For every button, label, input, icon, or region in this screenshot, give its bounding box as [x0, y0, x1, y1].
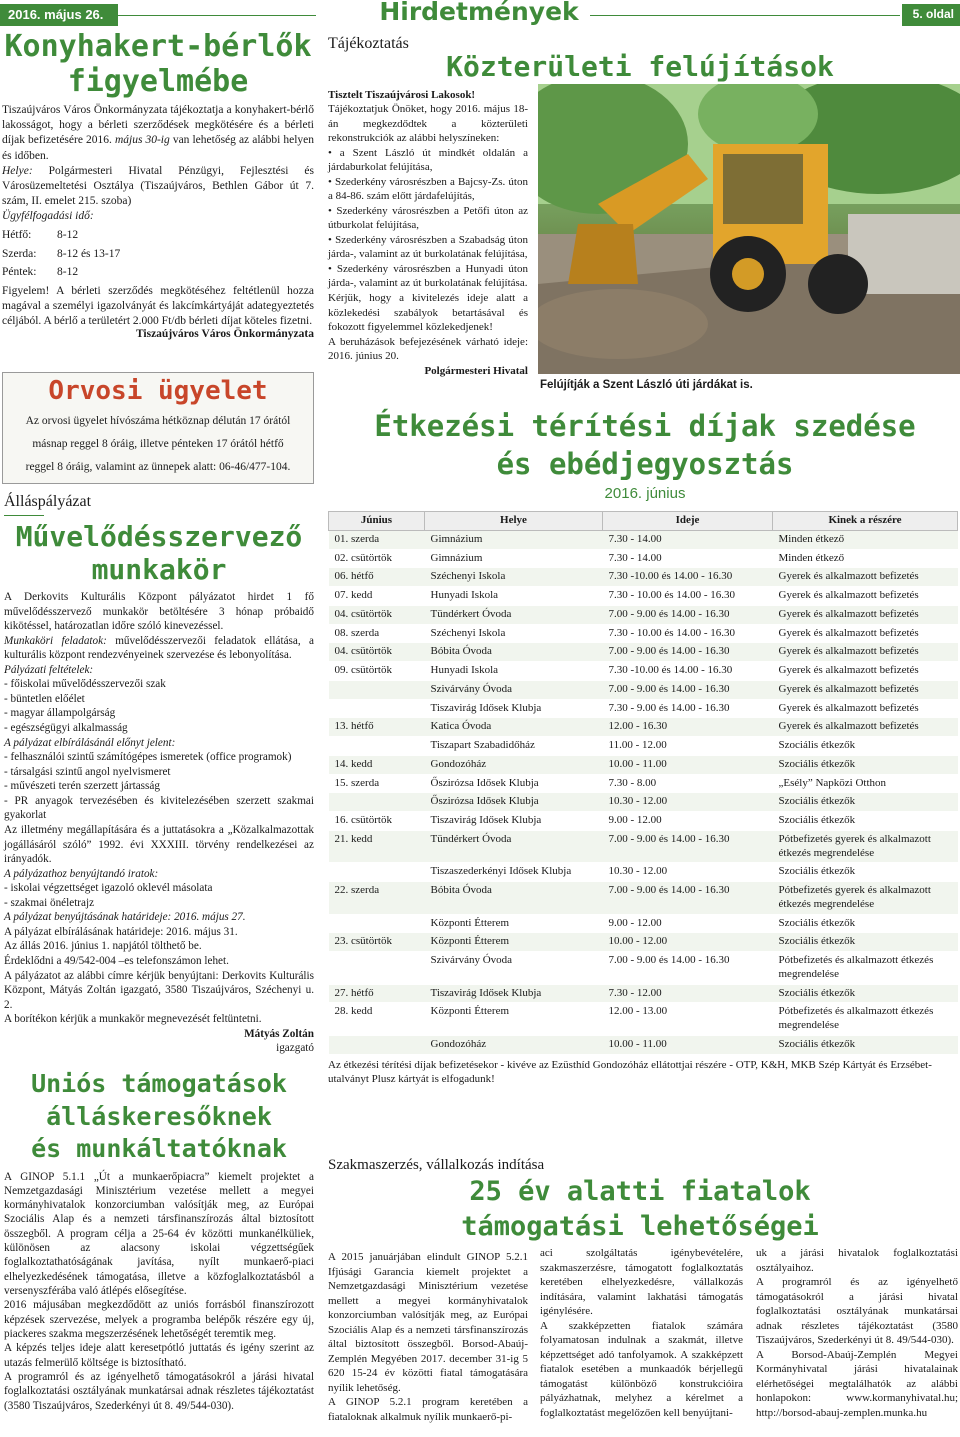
cell-place: Hunyadi Iskola [425, 662, 603, 681]
table-row [329, 812, 958, 831]
orvosi-box [2, 372, 314, 484]
fiatalok-kicker: Szakmaszerzés, vállalkozás indítása [328, 1157, 545, 1173]
cell-target: Szociális étkezők [773, 984, 958, 1003]
date-badge: 2016. május 26. [0, 4, 118, 26]
unios-article [4, 1068, 314, 1413]
konyhakert-body: Tiszaújváros Város Önkormányzata tájékoztatja a konyhakert-bérlő lakosságot, hogy a bérleti szerződések megkötésére és a bérleti díjak befizetésére 2016. május 30-ig van lehetőség az alábbi helyen és időben. Helye: Polgármesteri Hivatal Pénzügyi, Fejlesztési és Városüzemeltetési Osztálya (Tiszaújváros, Bethlen Gábor út 7. szám, II. emelet 215. szoba) Ügyfélfogadási idő: Hétfő: 8-12 Szerda: 8-12 és 13-17 Péntek: 8-12 Figyelem! A bérleti szerződés megkötéséhez feltétlenül hozza magával a személyi igazolványát és lakcímkártyáját adategyeztetés céljából. A bérlő a területért 2.000 Ft/db bérleti díjat köteles fizetni. Tiszaújváros Város Önkormányzata [2, 103, 314, 342]
cell-target: Pótbefizetés és alkalmazott étkezés megrendelése [773, 1003, 958, 1036]
cell-time: 7.00 - 9.00 és 14.00 - 16.30 [603, 830, 773, 863]
table-row [329, 793, 958, 812]
etkezes-footnote: Az étkezési térítési díjak befizetésekor - kivéve az Ezüsthíd Gondozóház ellátottjai részére - OTP, K&H, MKB Szép Kártyát és Erzsébet-utalványt Plusz kártyát is elfogadunk! [328, 1058, 932, 1086]
kozterulet-kicker: Tájékoztatás [328, 35, 409, 52]
kozterulet-body: Tisztelt Tiszaújvárosi Lakosok! Tájékoztatjuk Önöket, hogy 2016. május 18-án megkezdődtek a közterületi rekonstrukciók az alábbi helyszíneken: • a Szent László út mindkét oldalán a járdaburkolat felújítása, • Szederkény városrészben a Bajcsy-Zs. úton a 84-86. szám előtt járdafelújítás, • Szederkény városrészben a Petőfi úton az útburkolat felújítása, • Szederkény városrészben a Szabadság úton járda-, valamint az út burkolatának felújítása, • Szederkény városrészben a Hunyadi úton járda-, valamint az út burkolatának felújítása. Kérjük, hogy a kivitelezés ideje alatt a közlekedési szabályok betartásával és fokozott figyelemmel közlekedjenek! A beruházások befejezésének várható ideje: 2016. június 20. Polgármesteri Hivatal [328, 89, 528, 377]
cell-time: 7.30 -10.00 és 14.00 - 16.30 [603, 662, 773, 681]
cell-date: 28. kedd [329, 1003, 425, 1036]
cell-date: 04. csütörtök [329, 605, 425, 624]
cell-time: 7.00 - 9.00 és 14.00 - 16.30 [603, 680, 773, 699]
cell-target: Szociális étkezők [773, 793, 958, 812]
col-header-kinek: Kinek a részére [773, 512, 958, 531]
cell-time: 12.00 - 16.30 [603, 718, 773, 737]
cell-place: Gimnázium [425, 549, 603, 568]
cell-date [329, 914, 425, 933]
cell-target: Szociális étkezők [773, 863, 958, 882]
table-row [329, 755, 958, 774]
orvosi-text: Az orvosi ügyelet hívószáma hétköznap délután 17 órától másnap reggel 8 óráig, illetve pénteken 17 órától hétfő reggel 8 óráig, valamint az ünnepek alatt: 06-46/477-104. [25, 414, 291, 473]
cell-target: Szociális étkezők [773, 1035, 958, 1054]
cell-date: 21. kedd [329, 830, 425, 863]
cell-time: 12.00 - 13.00 [603, 1003, 773, 1036]
fiatalok-col-1: A 2015 januárjában elindult GINOP 5.2.1 Ifjúsági Garancia kiemelt projektet a Nemzetgazdasági Minisztérium vezetése mellett a megyei kormányhivatalok konzorciumban valósítják meg, az Európai Szociális Alap és a nemzeti társfinanszírozás által biztosított összegből. Borsod-Abaúj-Zemplén Megyében 2017. december 31-ig 5 620 15-24 év közötti fiatal támogatására nyílik lehetőség. A GINOP 5.2.1 program keretében a fiataloknak alkalmuk nyílik munkaerő-pi- [328, 1251, 528, 1423]
table-row [329, 718, 958, 737]
allas-title: Művelődésszervező munkakör [15, 519, 303, 587]
table-row [329, 662, 958, 681]
cell-place: Őszirózsa Idősek Klubja [425, 793, 603, 812]
cell-time: 9.00 - 12.00 [603, 914, 773, 933]
cell-target: Pótbefizetés gyerek és alkalmazott étkezés megrendelése [773, 830, 958, 863]
cell-target: Gyerek és alkalmazott befizetés [773, 587, 958, 606]
cell-place: Szivárvány Óvoda [425, 952, 603, 985]
cell-place: Széchenyi Iskola [425, 568, 603, 587]
cell-place: Széchenyi Iskola [425, 624, 603, 643]
orvosi-title: Orvosi ügyelet [48, 376, 268, 406]
cell-place: Központi Étterem [425, 1003, 603, 1036]
page-number-badge: 5. oldal [902, 4, 960, 26]
cell-time: 9.00 - 12.00 [603, 812, 773, 831]
col-header-junius: Június [329, 512, 425, 531]
cell-date: 09. csütörtök [329, 662, 425, 681]
cell-date [329, 1035, 425, 1054]
etkezes-subtitle: 2016. június [604, 485, 686, 502]
allas-body: A Derkovits Kulturális Központ pályázatot hirdet 1 fő művelődésszervező munkakör betöltésére 3 hónap próbaidő kikötéssel, határozatlan időre szóló kinevezéssel. Munkaköri feladatok: művelődésszervezői feladatok ellátása, a kulturális központ rendezvényeinek szervezése és lebonyolítása. Pályázati feltételek: - főiskolai művelődésszervezői szak - büntetlen előélet - magyar állampolgárság - egészségügyi alkalmasság A pályázat elbírálásánál előnyt jelent: - felhasználói szintű számítógépes ismeretek (office programok) - társalgási szintű angol nyelvismeret - művészeti terén szerzett jártasság - PR anyagok tervezésében és kivitelezésében szerzett szakmai gyakorlat Az illetmény megállapítására és a juttatásokra a „Közalkalmazottak jogállásáról szóló” 1992. évi XXXIII. törvény rendelkezései az irányadók. A pályázathoz benyújtandó iratok: - iskolai végzettséget igazoló oklevél másolata - szakmai önéletrajz A pályázat benyújtásának határideje: 2016. május 27. A pályázat elbírálásának határideje: 2016. május 31. Az állás 2016. június 1. napjától tölthető be. Érdeklődni a 49/542-004 –es telefonszámon lehet. A pályázatot az alábbi címre kérjük benyújtani: Derkovits Kulturális Központ, Mátyás Zoltán igazgató, 3580 Tiszaújváros, Széchenyi u. 2. A borítékon kérjük a munkakör megnevezését feltüntetni. Mátyás Zoltán igazgató [4, 590, 314, 1055]
construction-photo [538, 84, 960, 374]
fiatalok-title: 25 év alatti fiatalok támogatási lehetőségei [461, 1176, 819, 1243]
cell-time: 7.30 -10.00 és 14.00 - 16.30 [603, 568, 773, 587]
hours-list: Hétfő: 8-12 Szerda: 8-12 és 13-17 Péntek: 8-12 [2, 229, 121, 279]
cell-target: Szociális étkezők [773, 755, 958, 774]
table-row [329, 568, 958, 587]
cell-date: 22. szerda [329, 882, 425, 915]
cell-date: 06. hétfő [329, 568, 425, 587]
fiatalok-col-2: aci szolgáltatás igénybevételére, szakmaszerzésre, támogatott foglalkoztatás keretében elhelyezkedésre, vállalkozás indítására, valamint lakhatási támogatás igénylésére. A szakképzetten fiatalok számára folyamatosan indulnak a szakmát, illetve képzettséget adó tanfolyamok. A szakképzett fiatalok esetében a munkaadók bérjellegű támogatást különböző konstrukcióira pályázhatnak, melyhez a kérelmet a foglalkoztatást megelőzően kell benyújtani- [540, 1247, 743, 1419]
unios-body: A GINOP 5.1.1 „Út a munkaerőpiacra” kiemelt projektet a Nemzetgazdasági Minisztérium vezetése mellett a megyei kormányhivatalok konzorciumban valósítják meg, az Európai Szociális Alap és a nemzeti társfinanszírozás által biztosított összegből. A program célja a 25-64 év közötti munkanélküliek, különösen az alacsony iskolai végzettségűek foglalkoztathatóságának javítása, nyílt munkaerő-piaci elhelyezkedésének támogatása, illetve a közfoglalkoztatásból a versenyszférába való átlépés elősegítése. 2016 májusában megkezdődött az uniós forrásból finanszírozott képzések szervezése, melyek a programba belépők részére egy új, piackeres szakma megszerzésének lehetőségét teremtik meg. A képzés teljes ideje alatt keresetpótló juttatás és igény szerint az utazás felmerülő költsége is biztosítható. A programról és az igényelhető támogatásokról a járási hivatal foglalkoztatási osztályának munkatársai adnak részletes tájékoztatást (3580 Tiszaújváros, Szederkényi út 8. 49/544-030). [4, 1170, 314, 1412]
cell-time: 11.00 - 12.00 [603, 737, 773, 756]
cell-target: Szociális étkezők [773, 812, 958, 831]
col-header-ideje: Ideje [603, 512, 773, 531]
table-row [329, 530, 958, 549]
cell-place: Központi Étterem [425, 914, 603, 933]
cell-place: Gimnázium [425, 530, 603, 549]
allas-article [4, 492, 314, 1056]
table-row [329, 933, 958, 952]
cell-time: 7.00 - 9.00 és 14.00 - 16.30 [603, 643, 773, 662]
cell-time: 7.30 - 12.00 [603, 984, 773, 1003]
cell-place: Bóbita Óvoda [425, 882, 603, 915]
cell-time: 7.30 - 10.00 és 14.00 - 16.30 [603, 587, 773, 606]
konyhakert-article [2, 30, 314, 342]
cell-time: 7.00 - 9.00 és 14.00 - 16.30 [603, 605, 773, 624]
table-row [329, 643, 958, 662]
cell-time: 7.30 - 10.00 és 14.00 - 16.30 [603, 624, 773, 643]
allas-kicker: Álláspályázat [4, 493, 92, 510]
cell-target: Gyerek és alkalmazott befizetés [773, 680, 958, 699]
cell-date: 16. csütörtök [329, 812, 425, 831]
cell-date [329, 863, 425, 882]
cell-time: 7.30 - 14.00 [603, 530, 773, 549]
cell-place: Központi Étterem [425, 933, 603, 952]
etkezes-table [328, 511, 958, 1055]
table-row [329, 605, 958, 624]
cell-time: 10.00 - 12.00 [603, 933, 773, 952]
cell-date [329, 680, 425, 699]
cell-target: Gyerek és alkalmazott befizetés [773, 624, 958, 643]
konyhakert-title: Konyhakert-bérlők figyelmébe [4, 29, 312, 99]
cell-date: 15. szerda [329, 774, 425, 793]
cell-date: 07. kedd [329, 587, 425, 606]
cell-place: Hunyadi Iskola [425, 587, 603, 606]
cell-place: Őszirózsa Idősek Klubja [425, 774, 603, 793]
table-row [329, 699, 958, 718]
table-row [329, 952, 958, 985]
cell-date: 01. szerda [329, 530, 425, 549]
cell-target: Pótbefizetés gyerek és alkalmazott étkezés megrendelése [773, 882, 958, 915]
cell-place: Tiszapart Szabadidőház [425, 737, 603, 756]
section-title: Hirdetmények [379, 0, 579, 26]
cell-target: „Esély” Napközi Otthon [773, 774, 958, 793]
etkezes-table-wrap [328, 511, 958, 1087]
table-row [329, 624, 958, 643]
cell-date [329, 737, 425, 756]
cell-place: Tiszaszederkényi Idősek Klubja [425, 863, 603, 882]
table-row [329, 830, 958, 863]
cell-place: Szivárvány Óvoda [425, 680, 603, 699]
col-header-helye: Helye [425, 512, 603, 531]
photo-caption: Felújítják a Szent László úti járdákat is. [540, 379, 753, 391]
cell-date: 14. kedd [329, 755, 425, 774]
cell-target: Szociális étkezők [773, 737, 958, 756]
unios-title: Uniós támogatások álláskeresőknek és munkáltatóknak [31, 1069, 287, 1163]
table-row [329, 1003, 958, 1036]
cell-target: Gyerek és alkalmazott befizetés [773, 718, 958, 737]
table-row [329, 774, 958, 793]
table-row [329, 587, 958, 606]
cell-target: Szociális étkezők [773, 933, 958, 952]
cell-target: Gyerek és alkalmazott befizetés [773, 605, 958, 624]
cell-date [329, 793, 425, 812]
cell-target: Gyerek és alkalmazott befizetés [773, 699, 958, 718]
cell-date [329, 699, 425, 718]
header-rule-right [590, 15, 900, 16]
cell-date: 23. csütörtök [329, 933, 425, 952]
cell-date [329, 952, 425, 985]
cell-target: Pótbefizetés és alkalmazott étkezés megrendelése [773, 952, 958, 985]
cell-time: 10.30 - 12.00 [603, 793, 773, 812]
cell-place: Tiszavirág Idősek Klubja [425, 984, 603, 1003]
cell-date: 04. csütörtök [329, 643, 425, 662]
konyhakert-signature: Tiszaújváros Város Önkormányzata [135, 328, 314, 341]
kozterulet-title: Közterületi felújítások [446, 50, 834, 83]
cell-time: 10.00 - 11.00 [603, 1035, 773, 1054]
table-row [329, 863, 958, 882]
cell-target: Minden étkező [773, 549, 958, 568]
cell-time: 7.00 - 9.00 és 14.00 - 16.30 [603, 952, 773, 985]
table-row [329, 737, 958, 756]
cell-target: Minden étkező [773, 530, 958, 549]
cell-time: 7.30 - 14.00 [603, 549, 773, 568]
cell-target: Gyerek és alkalmazott befizetés [773, 662, 958, 681]
cell-time: 10.30 - 12.00 [603, 863, 773, 882]
table-row [329, 549, 958, 568]
cell-date: 08. szerda [329, 624, 425, 643]
cell-place: Bóbita Óvoda [425, 643, 603, 662]
cell-time: 10.00 - 11.00 [603, 755, 773, 774]
cell-time: 7.30 - 9.00 és 14.00 - 16.30 [603, 699, 773, 718]
cell-place: Tündérkert Óvoda [425, 830, 603, 863]
cell-place: Katica Óvoda [425, 718, 603, 737]
cell-time: 7.30 - 8.00 [603, 774, 773, 793]
cell-place: Tündérkert Óvoda [425, 605, 603, 624]
fiatalok-col-3: uk a járási hivatalok foglalkoztatási osztályaihoz. A programról és az igényelhető támogatásokról a járási hivatal foglalkoztatási osztályának munkatársai adnak részletes tájékoztatást (3580 Tiszaújváros, Szederkényi út 8. 49/544-030). A Borsod-Abaúj-Zemplén Megyei Kormányhivatal járási hivatalainak elérhetőségei megtalálhatók az alábbi honlapokon: www.kormanyhivatal.hu; http://borsod-abauj-zemplen.munka.hu [756, 1247, 958, 1419]
cell-time: 7.00 - 9.00 és 14.00 - 16.30 [603, 882, 773, 915]
table-row [329, 984, 958, 1003]
cell-target: Gyerek és alkalmazott befizetés [773, 643, 958, 662]
cell-place: Tiszavirág Idősek Klubja [425, 699, 603, 718]
construction-photo-illustration [538, 84, 960, 374]
header-rule-left [118, 15, 316, 16]
etkezes-title: Étkezési térítési díjak szedése és ebédjegyosztás [374, 409, 916, 481]
table-row [329, 680, 958, 699]
cell-date: 02. csütörtök [329, 549, 425, 568]
cell-place: Gondozóház [425, 1035, 603, 1054]
table-row [329, 1035, 958, 1054]
table-row [329, 882, 958, 915]
cell-place: Tiszavirág Idősek Klubja [425, 812, 603, 831]
cell-place: Gondozóház [425, 755, 603, 774]
cell-target: Gyerek és alkalmazott befizetés [773, 568, 958, 587]
cell-date: 13. hétfő [329, 718, 425, 737]
cell-target: Szociális étkezők [773, 914, 958, 933]
table-row [329, 914, 958, 933]
cell-date: 27. hétfő [329, 984, 425, 1003]
